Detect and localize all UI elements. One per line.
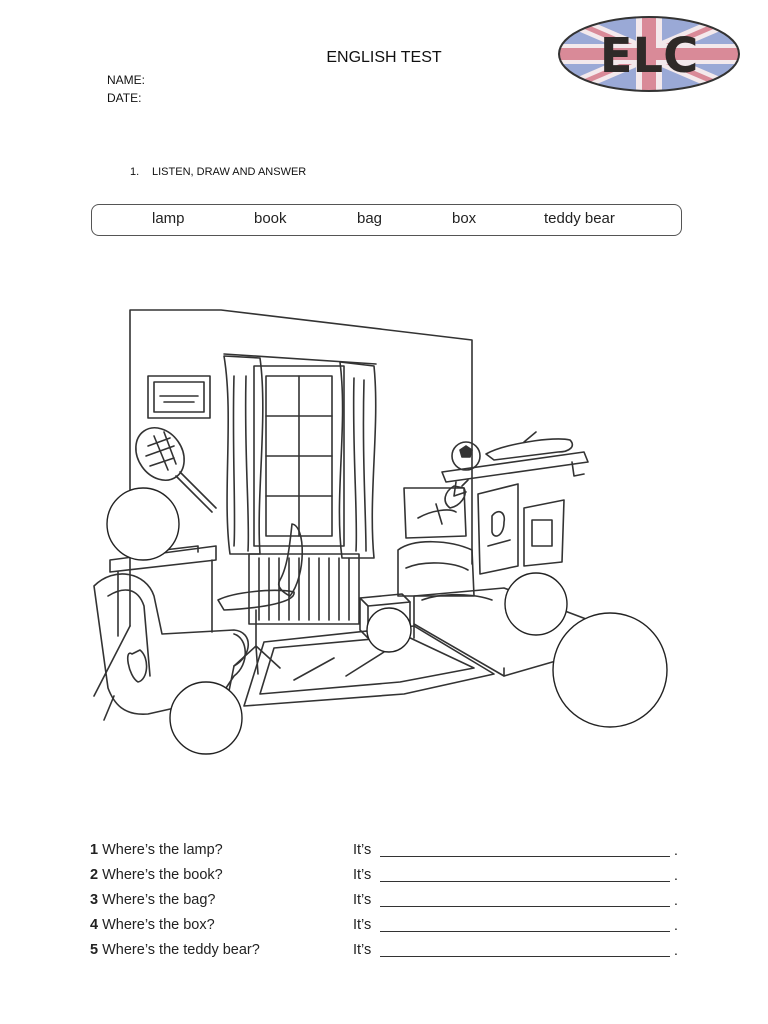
word-bank-item: lamp — [152, 210, 185, 227]
answer-prefix: It’s — [353, 842, 372, 858]
date-label: DATE: — [107, 91, 142, 105]
robot-poster — [524, 500, 564, 566]
character-poster — [478, 484, 518, 574]
question-text: Where’s the book? — [102, 867, 223, 883]
question-number: 3 — [90, 892, 99, 908]
drawing-circle[interactable] — [553, 613, 667, 727]
answer-end: . — [674, 942, 678, 958]
word-bank-item: teddy bear — [544, 210, 615, 227]
answer-line[interactable] — [380, 864, 670, 882]
answer-end: . — [674, 867, 678, 883]
word-bank-item: box — [452, 210, 477, 227]
answer-prefix: It’s — [353, 867, 372, 883]
drawing-circles — [107, 488, 667, 754]
drawing-circle[interactable] — [170, 682, 242, 754]
exercise-instruction — [130, 166, 306, 178]
answer-line[interactable] — [380, 889, 670, 907]
question-3 — [90, 892, 216, 908]
logo-text: ELC — [599, 28, 699, 84]
question-4 — [90, 917, 215, 933]
back-wall — [130, 310, 472, 626]
answer-line[interactable] — [380, 939, 670, 957]
answer-prefix: It’s — [353, 942, 372, 958]
bedroom-illustration — [84, 296, 674, 766]
answer-end: . — [674, 892, 678, 908]
drawing-circle[interactable] — [505, 573, 567, 635]
page-title: ENGLISH TEST — [326, 49, 442, 66]
desk — [110, 546, 216, 636]
question-1 — [90, 842, 223, 858]
question-number: 2 — [90, 867, 99, 883]
football — [452, 442, 480, 470]
answer-line[interactable] — [380, 839, 670, 857]
question-text: Where’s the box? — [102, 917, 215, 933]
room-corner-line — [94, 626, 130, 696]
question-number: 1 — [90, 842, 99, 858]
word-bank-item: bag — [357, 210, 383, 227]
question-number: 4 — [90, 917, 99, 933]
question-text: Where’s the bag? — [102, 892, 216, 908]
answer-end: . — [674, 842, 678, 858]
elc-logo — [556, 14, 742, 94]
name-label: NAME: — [107, 73, 146, 87]
question-number: 5 — [90, 942, 99, 958]
question-5 — [90, 942, 260, 958]
window — [224, 354, 376, 558]
answer-line[interactable] — [380, 914, 670, 932]
answer-prefix: It’s — [353, 892, 372, 908]
exercise-instruction-text: LISTEN, DRAW AND ANSWER — [152, 166, 307, 178]
question-2 — [90, 867, 223, 883]
picture-frame — [148, 376, 210, 418]
drawing-circle[interactable] — [107, 488, 179, 560]
question-text: Where’s the lamp? — [102, 842, 223, 858]
answer-prefix: It’s — [353, 917, 372, 933]
drawing-circle[interactable] — [367, 608, 411, 652]
word-bank — [91, 204, 682, 236]
radiator — [249, 554, 359, 624]
question-text: Where’s the teddy bear? — [102, 942, 260, 958]
answer-end: . — [674, 917, 678, 933]
exercise-number: 1. — [130, 166, 140, 178]
word-bank-item: book — [254, 210, 287, 227]
